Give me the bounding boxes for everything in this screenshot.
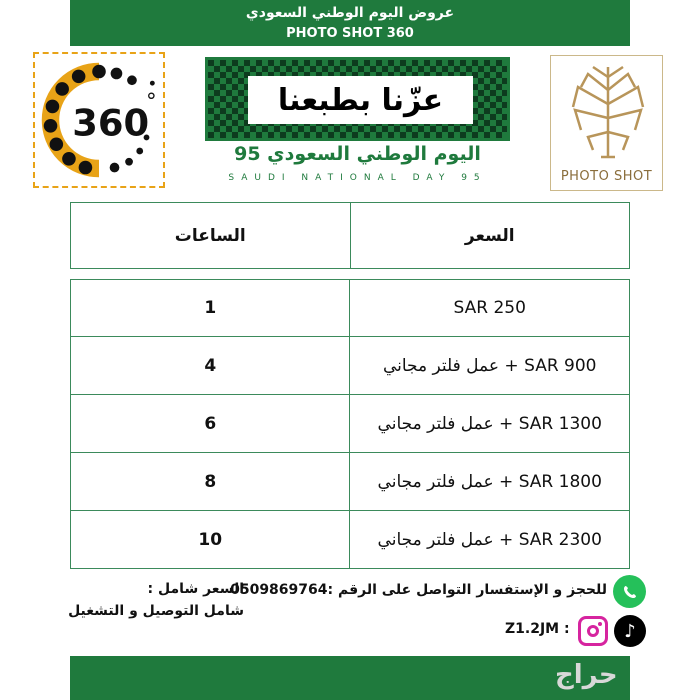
bottom-bar (70, 656, 630, 700)
table-row (71, 395, 630, 453)
camera-360-icon (35, 54, 163, 186)
table-row (71, 511, 630, 569)
price-note (66, 578, 244, 622)
header-title-english: PHOTO SHOT 360 (286, 26, 414, 41)
price-cell: SAR 2300 + عمل فلتر مجاني (350, 511, 630, 569)
header-price: السعر (350, 203, 629, 269)
table-row (71, 337, 630, 395)
hours-cell: 4 (71, 337, 350, 395)
logo-360-text: 360 (72, 101, 150, 145)
header-title-arabic: عروض اليوم الوطني السعودي (245, 5, 455, 21)
price-cell: SAR 1300 + عمل فلتر مجاني (350, 395, 630, 453)
instagram-icon[interactable] (578, 616, 608, 646)
table-row (71, 280, 630, 337)
price-cell: SAR 900 + عمل فلتر مجاني (350, 337, 630, 395)
banner-title: عزّنا بطبعنا (248, 76, 473, 124)
social-handle[interactable]: Z1.2JM : (505, 621, 570, 637)
photo-shot-logo (550, 55, 663, 191)
hours-cell: 6 (71, 395, 350, 453)
hours-cell: 1 (71, 280, 350, 337)
banner-subtitle: اليوم الوطني السعودي 95 (234, 143, 481, 165)
banner-english: SAUDI NATIONAL DAY 95 (228, 173, 487, 183)
top-header (70, 0, 630, 46)
price-cell: SAR 1800 + عمل فلتر مجاني (350, 453, 630, 511)
price-note-line-2: شامل التوصيل و التشغيل (68, 603, 244, 619)
price-table-header (70, 202, 630, 269)
price-cell: 250 SAR (350, 280, 630, 337)
haraj-watermark: حراج (555, 660, 618, 690)
hours-cell: 8 (71, 453, 350, 511)
header-hours: الساعات (71, 203, 351, 269)
price-note-line-1: السعر شامل : (147, 581, 244, 597)
banner-pattern-box (205, 57, 510, 141)
photo-shot-text: PHOTO SHOT (560, 169, 653, 184)
tiktok-icon[interactable]: ♪ (614, 615, 646, 647)
photo-360-logo (33, 52, 165, 188)
logo-degree-symbol: ° (146, 89, 157, 115)
hours-cell: 10 (71, 511, 350, 569)
price-table (70, 279, 630, 569)
phone-icon (620, 582, 640, 602)
contact-info[interactable]: للحجز و الإستفسار التواصل على الرقم :0509869764 (230, 582, 607, 598)
table-row (71, 453, 630, 511)
whatsapp-icon[interactable] (613, 575, 646, 608)
national-day-banner (205, 57, 510, 190)
palm-tree-icon (563, 62, 653, 162)
